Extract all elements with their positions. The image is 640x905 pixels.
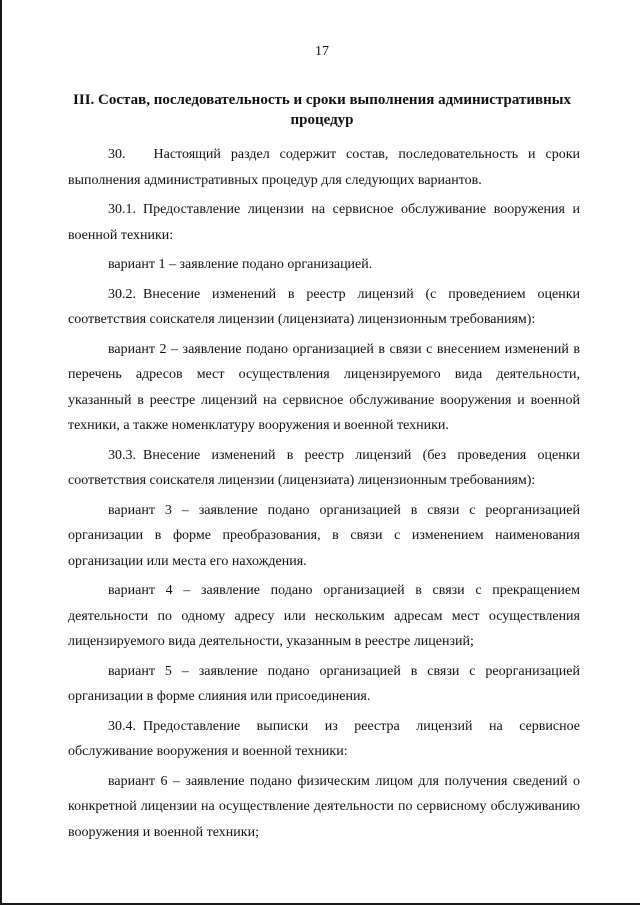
page-number: 17 (315, 44, 329, 59)
section-heading: III. Состав, последовательность и сроки выполнения административных процедур (73, 92, 571, 128)
paragraph-30-1: 30.1. Предоставление лицензии на сервисное обслуживание вооружения и военной техники: (68, 202, 580, 243)
paragraph-variant-3: вариант 3 – заявление подано организацией в связи с реорганизацией организации в форме преобразования, в связи с изменением наименования организации или места его нахождения. (68, 502, 580, 569)
paragraph-variant-5: вариант 5 – заявление подано организацией в связи с реорганизацией организации в форме слияния или присоединения. (68, 663, 580, 704)
paragraph-variant-4: вариант 4 – заявление подано организацией в связи с прекращением деятельности по одному адресу или нескольким адресам мест осуществления лицензируемого вида деятельности, указанным в реестре лицензий; (68, 583, 580, 649)
paragraph-variant-1: вариант 1 – заявление подано организацией. (108, 257, 373, 272)
paragraph-30: 30. Настоящий раздел содержит состав, последовательность и сроки выполнения административных процедур для следующих вариантов. (68, 147, 580, 188)
paragraph-30-3: 30.3. Внесение изменений в реестр лицензий (без проведения оценки соответствия соискателя лицензии (лицензиата) лицензионным требованиям): (68, 447, 580, 488)
paragraph-30-4: 30.4. Предоставление выписки из реестра лицензий на сервисное обслуживание вооружения и военной техники: (68, 718, 580, 759)
paragraph-variant-6: вариант 6 – заявление подано физическим лицом для получения сведений о конкретной лицензии на осуществление деятельности по сервисному обслуживанию вооружения и военной техники; (68, 773, 580, 840)
document-body (68, 142, 580, 849)
paragraph-variant-2: вариант 2 – заявление подано организацией в связи с внесением изменений в перечень адресов мест осуществления лицензируемого вида деятельности, указанный в реестре лицензий на сервисное обслуживание вооружения и военной техники, а также номенклатуру вооружения и военной техники. (68, 341, 580, 433)
paragraph-30-2: 30.2. Внесение изменений в реестр лицензий (с проведением оценки соответствия соискателя лицензии (лицензиата) лицензионным требованиям): (68, 286, 580, 327)
